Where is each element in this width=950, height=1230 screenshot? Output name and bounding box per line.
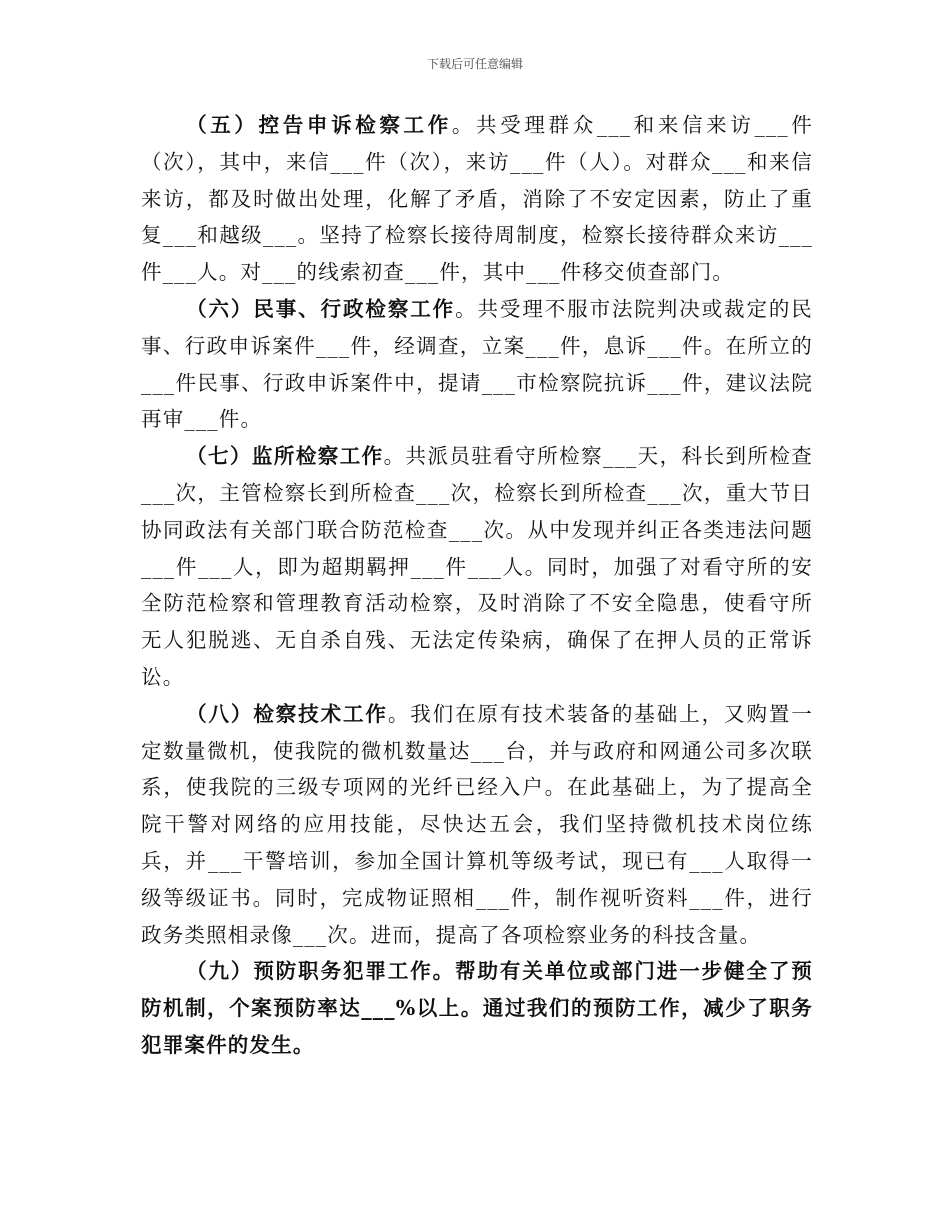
paragraph-text: 。我们在原有技术装备的基础上，又购置一定数量微机，使我院的微机数量达___台，并与政府和网通公司多次联系，使我院的三级专项网的光纤已经入户。在此基础上，为了提高全院干警对网络的应用技能，尽快达五会，我们坚持微机技术岗位练兵，并___干警培训，参加全国计算机等级考试，现已有___人取得一级等级证书。同时，完成物证照相___件，制作视听资料___件，进行政务类照相录像___次。进而，提高了各项检察业务的科技含量。 [141, 701, 813, 947]
paragraph-heading: （五）控告申诉检察工作 [186, 113, 452, 137]
paragraph-complaint-appeal [141, 107, 813, 291]
paragraph-heading: （六）民事、行政检察工作 [186, 296, 456, 321]
paragraph-text: 。共受理群众___和来信来访___件（次），其中，来信___件（次），来访___件（人）。对群众___和来信来访，都及时做出处理，化解了矛盾，消除了不安定因素，防止了重复___和越级___。坚持了检察长接待周制度，检察长接待群众来访___件___人。对___的线索初查___件，其中___件移交侦查部门。 [141, 113, 813, 285]
paragraph-text: 。共受理不服市法院判决或裁定的民事、行政申诉案件___件，经调查，立案___件，息诉___件。在所立的___件民事、行政申诉案件中，提请___市检察院抗诉___件，建议法院再审___件。 [141, 296, 813, 432]
paragraph-civil-administrative [141, 291, 813, 438]
paragraph-prison-supervision [141, 438, 813, 696]
paragraph-text: 。共派员驻看守所检察___天，科长到所检查___次，主管检察长到所检查___次，检察长到所检查___次，重大节日协同政法有关部门联合防范检查___次。从中发现并纠正各类违法问题___件___人，即为超期羁押___件___人。同时，加强了对看守所的安全防范检察和管理教育活动检察，及时消除了不安全隐患，使看守所无人犯脱逃、无自杀自残、无法定传染病，确保了在押人员的正常诉讼。 [141, 444, 813, 689]
paragraph-heading: （七）监所检察工作 [186, 444, 384, 469]
paragraph-heading: （八）检察技术工作 [186, 701, 388, 726]
paragraph-crime-prevention [141, 953, 813, 1063]
page-header-note: 下载后可任意编辑 [426, 57, 523, 71]
paragraph-technology [141, 696, 813, 954]
document-body [141, 107, 813, 1064]
paragraph-heading: （九）预防职务犯罪工作 [186, 959, 433, 984]
paragraph-text: 。帮助有关单位或部门进一步健全了预防机制，个案预防率达___%以上。通过我们的预防工作，减少了职务犯罪案件的发生。 [141, 959, 813, 1057]
